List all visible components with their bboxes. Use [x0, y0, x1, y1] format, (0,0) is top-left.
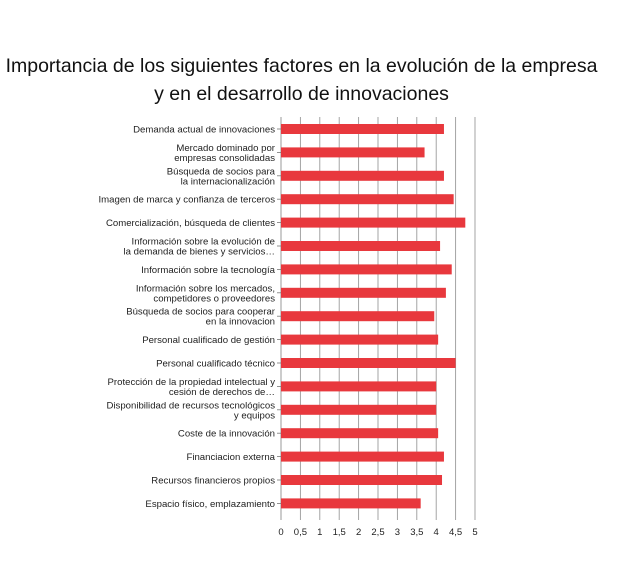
category-label: Búsqueda de socios para la internacionalización	[166, 166, 275, 188]
category-label: Financiacion externa	[186, 452, 275, 464]
x-tick-label: 5	[472, 527, 478, 538]
chart-title: Importancia de los siguientes factores en la evolución de la empresa y en el desarrollo de innovaciones	[5, 55, 598, 105]
category-label: Espacio físico, emplazamiento	[145, 498, 275, 510]
bar	[281, 452, 444, 462]
bar	[281, 335, 438, 345]
bar	[281, 311, 434, 321]
bar	[281, 428, 438, 438]
category-label: Disponibilidad de recursos tecnológicos y equipos	[106, 400, 275, 422]
x-tick-label: 3	[394, 527, 401, 538]
category-label: Mercado dominado por empresas consolidadas	[174, 142, 275, 164]
category-label: Personal cualificado técnico	[156, 358, 275, 370]
x-tick-label: 1,5	[332, 527, 346, 538]
category-label: Imagen de marca y confianza de terceros	[98, 194, 275, 206]
bar	[281, 358, 456, 368]
bar	[281, 475, 442, 485]
category-label: Información sobre la tecnología	[141, 264, 275, 276]
x-tick-label: 0,5	[293, 527, 308, 538]
bar	[281, 405, 436, 415]
category-label: Información sobre los mercados, competidores o proveedores	[135, 283, 275, 305]
bar	[281, 264, 452, 274]
category-label: Coste de la innovación	[177, 428, 275, 440]
x-tick-label: 2,5	[371, 527, 385, 538]
category-label: Personal cualificado de gestión	[142, 335, 275, 347]
bar	[281, 194, 454, 204]
category-label: Comercialización, búsqueda de clientes	[105, 218, 275, 230]
bar	[281, 147, 425, 157]
x-tick-label: 0	[278, 527, 284, 538]
bar	[281, 241, 440, 251]
x-tick-label: 2	[355, 527, 362, 538]
x-tick-label: 4,5	[448, 527, 463, 538]
bar	[281, 381, 436, 391]
bar	[281, 288, 446, 298]
x-tick-label: 1	[317, 527, 323, 538]
bar	[281, 171, 444, 181]
category-label: Recursos financieros propios	[151, 475, 275, 487]
category-label: Demanda actual de innovaciones	[133, 124, 275, 136]
category-label: Búsqueda de socios para cooperar en la innovacion	[126, 306, 275, 328]
bar	[281, 124, 444, 134]
x-tick-label: 3,5	[410, 527, 424, 538]
category-label: Protección de la propiedad intelectual y cesión de derechos de…	[107, 376, 275, 398]
category-label: Información sobre la evolución de la demanda de bienes y servicios…	[123, 236, 275, 258]
bar	[281, 218, 465, 228]
bar	[281, 498, 421, 508]
x-tick-label: 4	[433, 527, 439, 538]
